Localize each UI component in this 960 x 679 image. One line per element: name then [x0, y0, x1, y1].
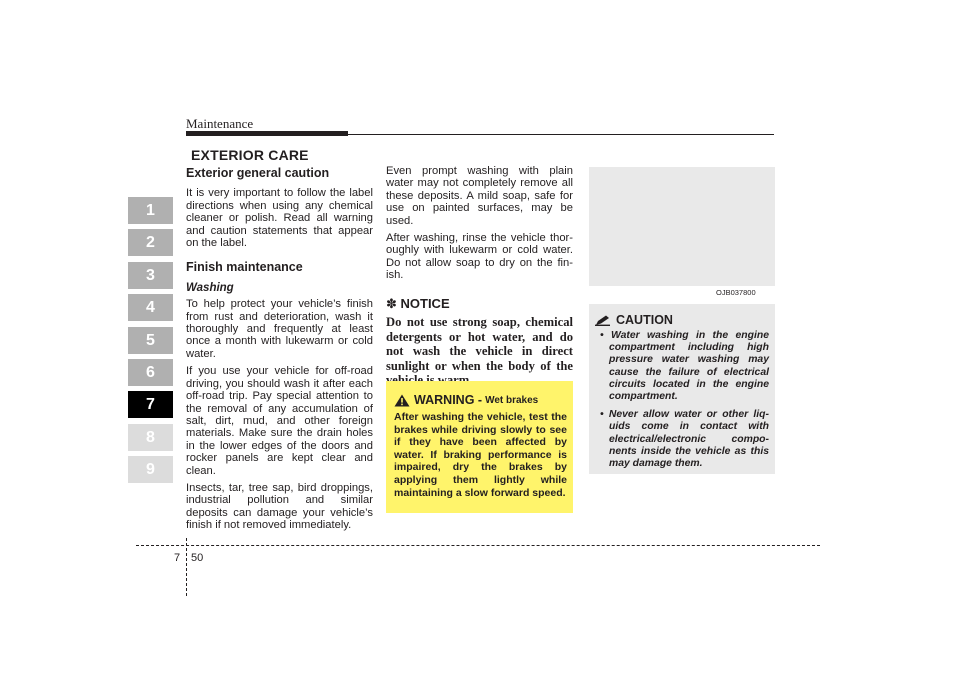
left-column [186, 167, 373, 537]
heading-finish-maintenance: Finish maintenance [186, 260, 303, 275]
running-title: Maintenance [186, 116, 254, 131]
subheading-washing: Washing [186, 281, 234, 294]
chapter-tab-7-active[interactable]: 7 [128, 391, 173, 418]
figure-code: OJB037800 [716, 288, 756, 297]
caution-item: • Never allow water or other liq-uids come in contact with electrical/electronic compo-nents inside the vehicle as this may damage them. [600, 409, 769, 470]
para-rinse-1: Even prompt washing with plain water may not completely remove all these deposits. A mild soap, safe for use on painted surfaces, may be used. [386, 165, 573, 227]
caution-pencil-icon [595, 315, 611, 326]
caution-label: CAUTION [616, 313, 673, 327]
para-washing-1: To help protect your vehicle’s finish from rust and deterioration, wash it thoroughly and frequently at least once a month with lukewarm or cold water. [186, 298, 373, 360]
warning-box [386, 381, 573, 513]
para-general-caution: It is very important to follow the label directions when using any chemical cleaner or polish. Read all warning and caution statements that appear on the label. [186, 187, 373, 250]
notice-body: Do not use strong soap, chemical detergents or hot water, and do not wash the vehicle in direct sunlight or when the body of the [386, 315, 573, 373]
chapter-tab-1[interactable]: 1 [128, 197, 173, 224]
footer-page-number: 50 [191, 552, 204, 564]
warning-label: WARNING - [414, 393, 483, 407]
warning-triangle-icon [394, 394, 410, 407]
heading-exterior-general-caution: Exterior general caution [186, 166, 330, 180]
footer-divider [186, 538, 187, 596]
para-washing-3: Insects, tar, tree sap, bird droppings, industrial pollution and similar deposits can damage your vehicle’s finish if not removed immediately. [186, 481, 373, 532]
header-bar [186, 131, 348, 136]
para-washing-2: If you use your vehicle for off-road driving, you should wash it after each off-road trip. Pay special attention to the removal of any accumulation of salt, dirt, mud, and other foreign materials. Make sure the drain holes in the lower edges of the doors and rocker panels are kept clear and clean. [186, 365, 373, 477]
figure-image [589, 167, 775, 286]
chapter-tab-9[interactable]: 9 [128, 456, 173, 483]
caution-box [589, 304, 775, 474]
caution-header [595, 313, 769, 327]
chapter-tab-5[interactable]: 5 [128, 327, 173, 354]
warning-subject: Wet brakes [485, 394, 539, 406]
para-rinse-2: After washing, rinse the vehicle thor-oughly with lukewarm or cold water. Do not allow soap to dry on the fin-ish. [386, 232, 573, 282]
warning-header [394, 393, 567, 407]
chapter-tab-3[interactable]: 3 [128, 262, 173, 289]
warning-body: After washing the vehicle, test the brakes while driving slowly to see if they have been affected by water. If braking performance is impaired, dry the brakes by applying them lightly while maintaining a slow forward speed. [394, 411, 567, 499]
caution-item-text: Never allow water or other liq-uids come in contact with electrical/electronic compo-nents inside the vehicle as this may damage them. [608, 409, 769, 470]
footer-rule [136, 545, 820, 546]
notice-title: ✽ NOTICE [386, 295, 450, 311]
chapter-tab-4[interactable]: 4 [128, 294, 173, 321]
section-title: EXTERIOR CARE [191, 147, 309, 163]
middle-column [386, 165, 573, 388]
header-rule [348, 134, 774, 135]
caution-list [595, 330, 769, 470]
footer-chapter-number: 7 [174, 552, 181, 564]
chapter-tab-6[interactable]: 6 [128, 359, 173, 386]
caution-item: • Water washing in the engine compartment including high pressure water washing may cause the failure of electrical circuits located in the engine compartment. [600, 330, 769, 403]
chapter-tab-8[interactable]: 8 [128, 424, 173, 451]
chapter-tab-2[interactable]: 2 [128, 229, 173, 256]
caution-item-text: Water washing in the engine compartment including high pressure water washing may cause the failure of electrical circuits located in the engine compartment. [609, 330, 769, 403]
